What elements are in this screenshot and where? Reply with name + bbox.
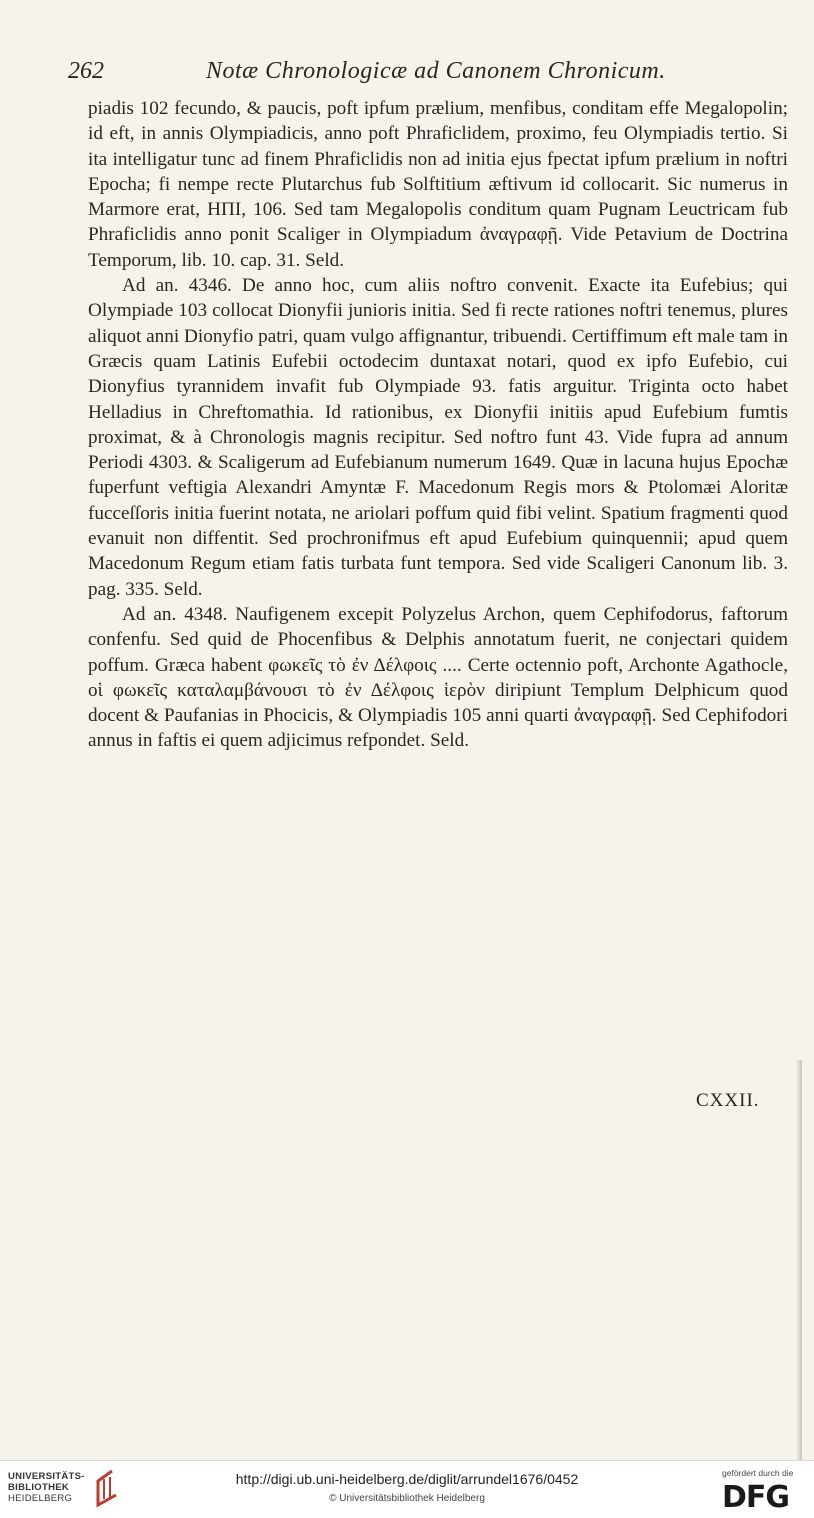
viewer-footer (0, 1460, 814, 1518)
paragraph-2: Ad an. 4346. De anno hoc, cum aliis noftro convenit. Exacte ita Eufebius; qui Olympiade 103 collocat Dionyfii junioris initia. Sed fi recte rationes noftri tenemus, plures aliquot anni Dionyfio patri, quam vulgo affignantur, tribuendi. Certiffimum eft male tam in Græcis quam Latinis Eufebii octodecim duntaxat notari, quod ex ipfo Eufebio, cui Dionyfius tyrannidem invafit fub Olympiade 93. fatis arguitur. Triginta octo habet Helladius in Chreftomathia. Id rationibus, ex Dionyfii initiis apud Eufebium fumtis proximat, & à Chronologis magnis recipitur. Sed noftro funt 43. Vide fupra ad annum Periodi 4303. & Scaligerum ad Eufebianum numerum 1649. Quæ in lacuna hujus Epochæ fuperfunt veftigia Alexandri Amyntæ F. Macedonum Regis mors & Ptolomæi Aloritæ fucceſſoris initia fuerint notata, ne ariolari poffum quid fibi velint. Spatium fragmenti quod evanuit non diffentit. Sed prochronifmus eft apud Eufebium quinquennii; apud quem Macedonum Regum etiam fatis turbata funt tempora. Sed vide Scaligeri Canonum lib. 3. pag. 335. Seld. (88, 275, 788, 600)
running-title: Notæ Chronologicæ ad Canonem Chronicum. (206, 58, 666, 84)
copyright-notice: © Universitätsbibliothek Heidelberg (329, 1493, 485, 1504)
library-name-line3: HEIDELBERG (8, 1493, 73, 1504)
permalink-url[interactable]: http://digi.ub.uni-heidelberg.de/diglit/arrundel1676/0452 (235, 1471, 579, 1487)
dfg-logo[interactable]: DFG (722, 1480, 790, 1515)
page-body-text (88, 96, 788, 754)
page-number: 262 (68, 58, 104, 84)
library-name-line2: BIBLIOTHEK (8, 1482, 70, 1493)
paragraph-1: piadis 102 fecundo, & paucis, poft ipfum prælium, menfibus, conditam effe Megalopolin; id eft, in annis Olympiadicis, anno poft Phraficlidem, proximo, feu Olympiadis tertio. Si ita intelligatur tunc ad finem Phraficlidis non ad initia ejus fpectat ipfum prælium in noftri Epocha; fi nempe recte Plutarchus fub Solftitium æftivum id collocarit. Sic numerus in Marmore erat, HΠI, 106. Sed tam Megalopolis conditum quam Pugnam Leuctricam fub Phraficlidis anno ponit Scaliger in Olympiadum ἀναγραφῇ. Vide Petavium de Doctrina Temporum, lib. 10. cap. 31. Seld. (88, 98, 788, 271)
paragraph-3: Ad an. 4348. Naufigenem excepit Polyzelus Archon, quem Cephifodorus, faftorum confenfu. Sed quid de Phocenfibus & Delphis annotatum fuerit, ne conjectari quidem poffum. Græca habent φωκεῖς τὸ ἐν Δέλφοις .... Certe octennio poft, Archonte Agathocle, οἱ φωκεῖς καταλαμβάνουσι τὸ ἐν Δέλφοις ἱερὸν diripiunt Templum Delphicum quod docent & Paufanias in Phocicis, & Olympiadis 105 anni quarti ἀναγραφῇ. Sed Cephifodori annus in faftis ei quem adjicimus refpondet. Seld. (88, 603, 788, 752)
catchword: CXXII. (696, 1090, 760, 1111)
page-gutter-shadow (796, 1060, 802, 1460)
page-header (68, 58, 788, 90)
funder-label: gefördert durch die (722, 1468, 794, 1478)
library-name-line1: UNIVERSITÄTS- (8, 1471, 85, 1482)
